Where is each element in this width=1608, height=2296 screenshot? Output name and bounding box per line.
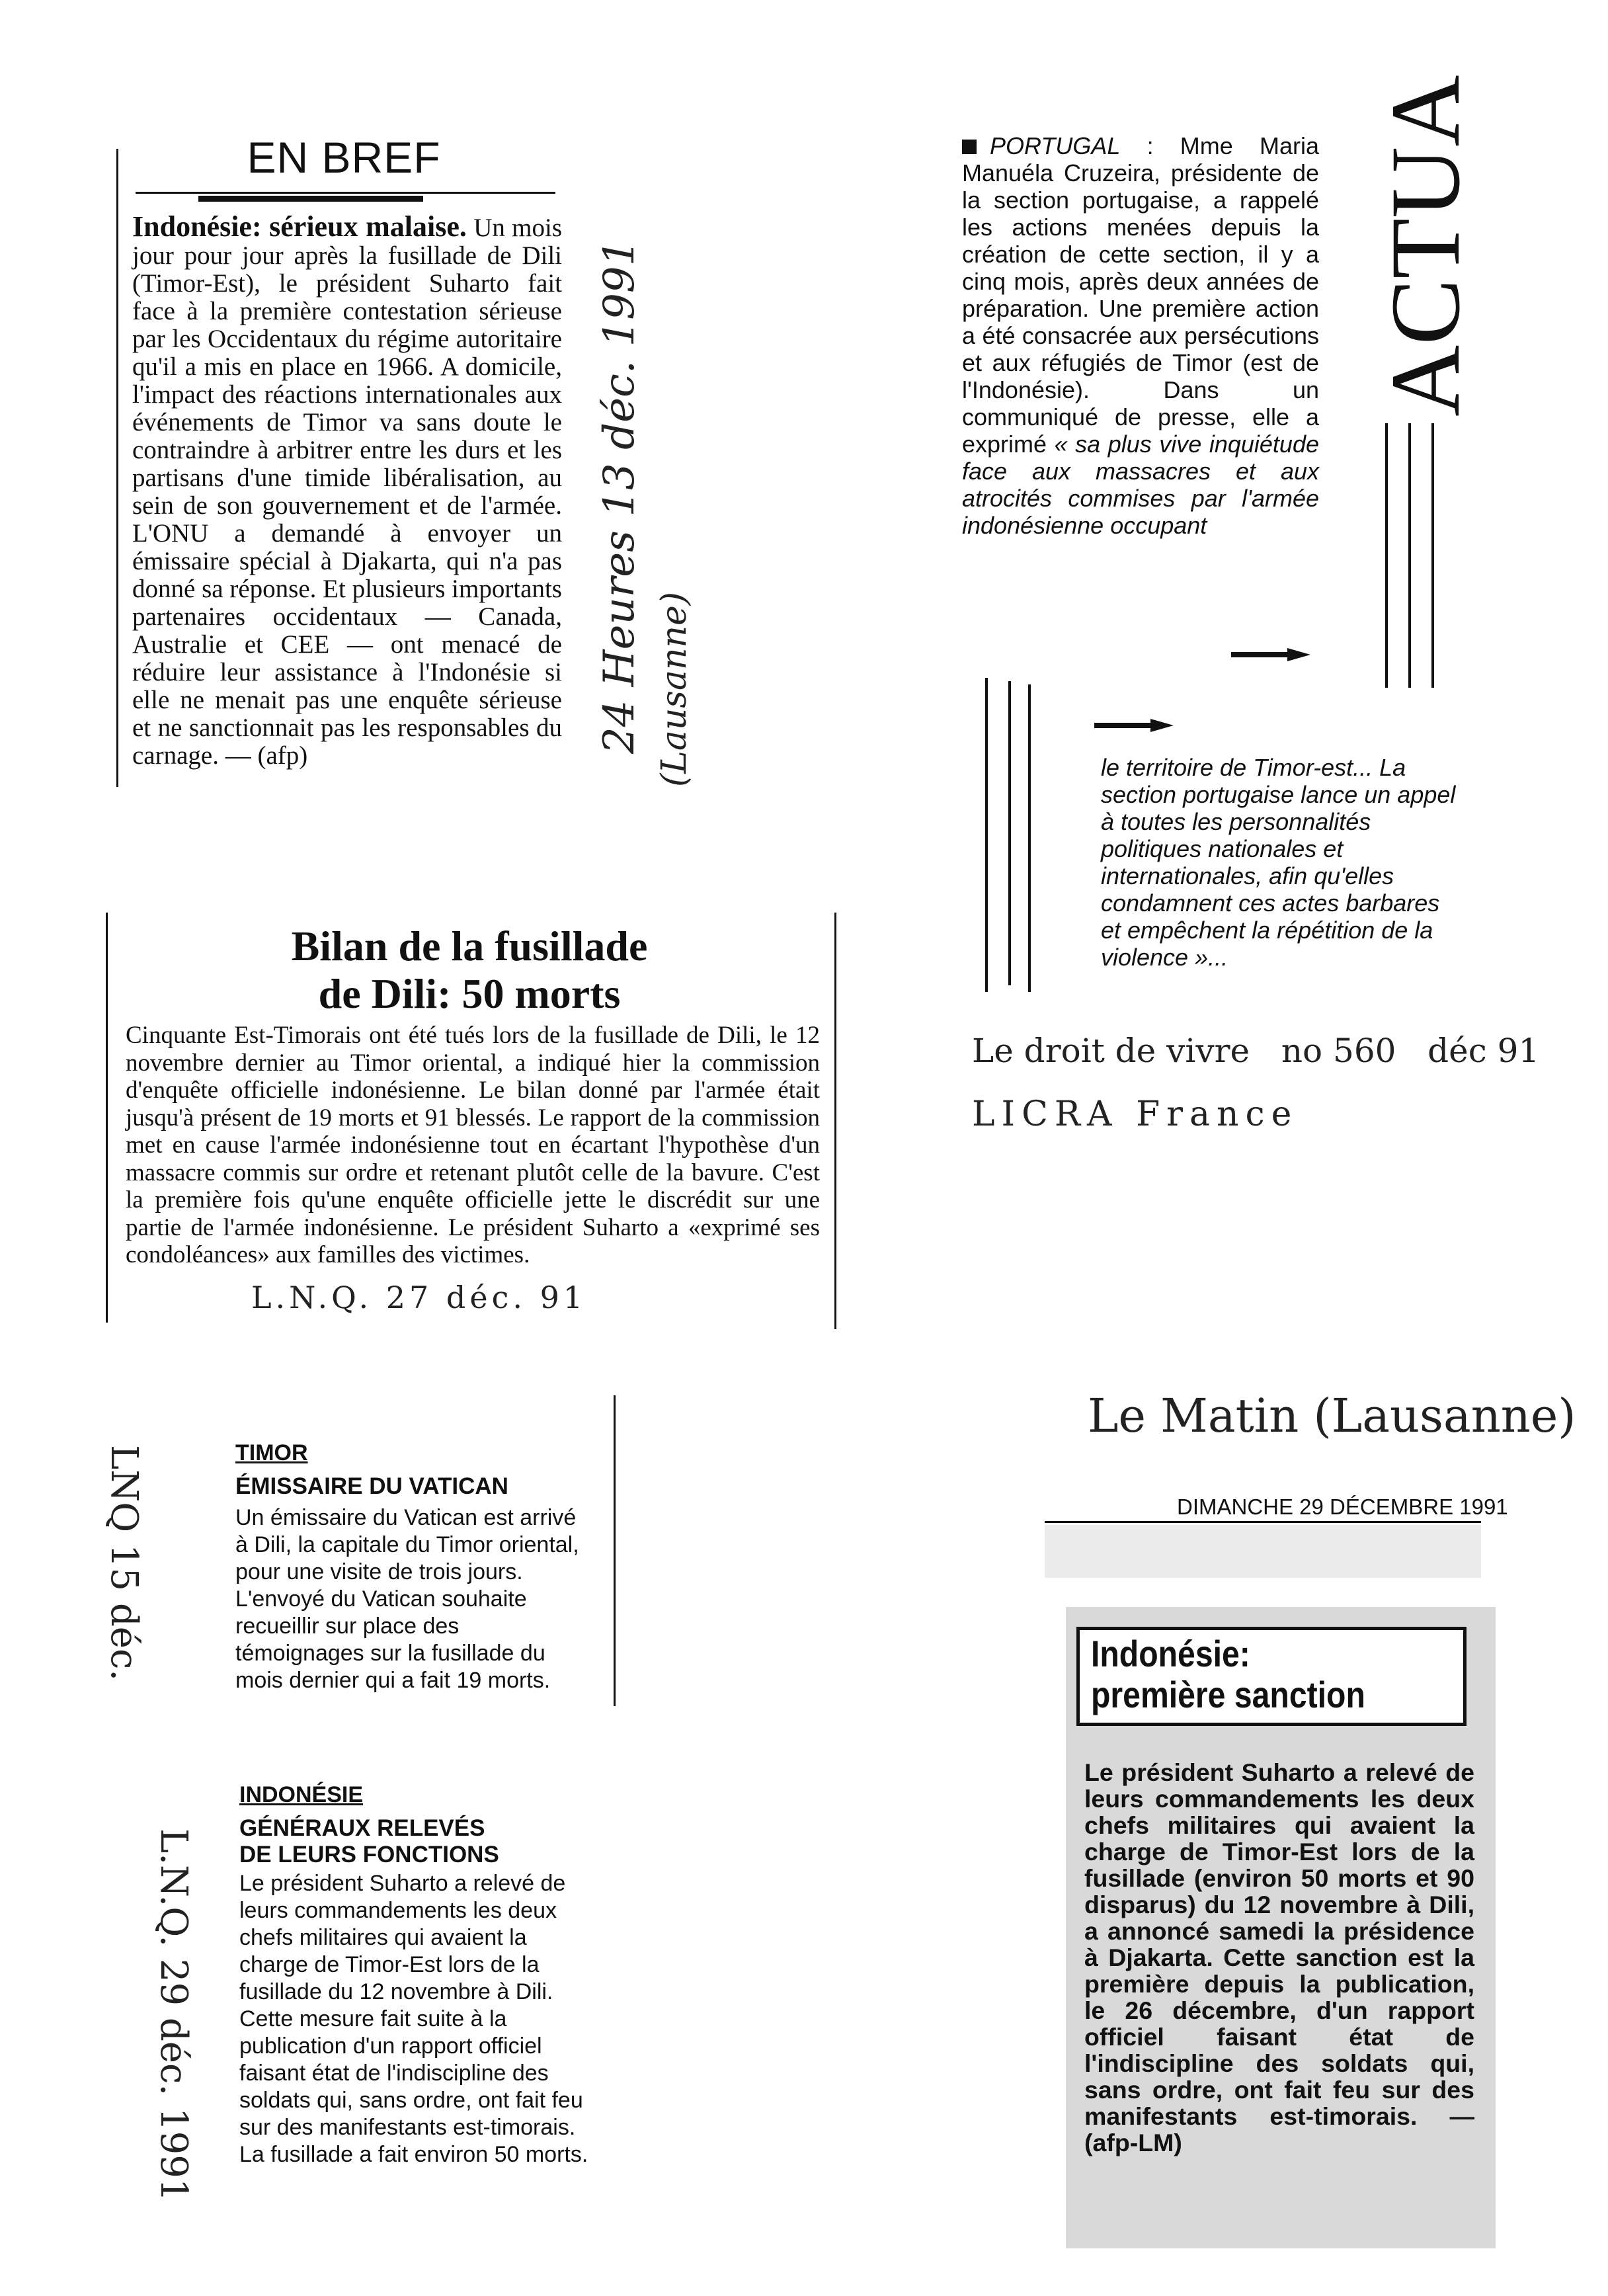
indonesie-subhead — [239, 1815, 610, 1868]
portugal-rule-3 — [1028, 684, 1031, 992]
indonesie-handwritten-source: L.N.Q. 29 déc. 1991 — [152, 1828, 195, 2202]
portugal-handwritten-source: Le droit de vivre no 560 déc 91 — [972, 1032, 1540, 1070]
bilan-body-text: Cinquante Est-Timorais ont été tués lors de la fusillade de Dili, le 12 novembre dernier au Timor oriental, a indiqué hier la commission d'enquête officielle indonésienne. Le bilan donné par l'armée était jusqu'à présent de 19 morts et 91 blessés. Le rapport de la commission met en cause l'armée indonésienne tout en écartant l'hypothèse d'un massacre commis sur ordre et retenant plutôt celle de la bavure. C'est la première fois qu'une enquête officielle jette le discrédit sur une partie de l'armée indonésienne. Le président Suharto a «exprimé ses condoléances» aux familles des victimes. — [126, 1022, 820, 1268]
timor-handwritten-source: LNQ 15 déc. — [102, 1445, 145, 1682]
portugal-label: PORTUGAL — [990, 132, 1121, 159]
indonesie-body-text: Le président Suharto a relevé de leurs commandements les deux chefs militaires qui avaient la charge de Timor-Est lors de la fusillade du 12 novembre à Dili. Cette mesure fait suite à la publication d'un rapport officiel faisant état de l'indiscipline des soldats qui, sans ordre, ont fait feu sur des manifestants est-timorais. La fusillade a fait environ 50 morts. — [239, 1871, 588, 2167]
matin-title-line-2: première sanction — [1091, 1674, 1365, 1715]
portugal-body-text: : Mme Maria Manuéla Cruzeira, présidente de la section portugaise, a rappelé les actions menées depuis la création de cette section, il y a cinq mois, après deux années de préparation. Une première action a été consacrée aux persécutions et aux réfugiés de Timor (est de l'Indonésie). Dans un communiqué de presse, elle a exprimé — [962, 132, 1319, 458]
indonesie-subhead-line-2: DE LEURS FONCTIONS — [239, 1842, 499, 1867]
enbref-title-rule-thick — [198, 196, 423, 202]
matin-handwritten-source: Le Matin (Lausanne) — [1088, 1389, 1576, 1443]
portugal-rule-2 — [1008, 681, 1011, 985]
matin-body-text: Le président Suharto a relevé de leurs commandements les deux chefs militaires qui avaient la charge de Timor-Est lors de la fusillade (environ 50 morts et 90 disparus) du 12 novembre à Dili, a annoncé samedi la présidence à Djakarta. Cette sanction est la première depuis la publication, le 26 décembre, d'un rapport officiel faisant état de l'indiscipline des soldats qui, sans ordre, ont fait feu sur des manifestants est-timorais. — (afp-LM) — [1084, 1758, 1474, 2156]
portugal-handwritten-org: LICRA France — [972, 1094, 1299, 1134]
timor-subhead: ÉMISSAIRE DU VATICAN — [235, 1473, 508, 1499]
actua-rule-2 — [1408, 423, 1411, 688]
bilan-handwritten-source: L.N.Q. 27 déc. 91 — [251, 1280, 587, 1315]
bilan-title-line-2: de Dili: 50 morts — [318, 970, 621, 1017]
portugal-quote-part-2: le territoire de Timor-est... La section portugaise lance un appel à toutes les personnalités politiques nationales et internationales, afin qu'elles condamnent ces actes barbares et empêchent la répétition de la violence »... — [1101, 754, 1456, 971]
enbref-handwritten-place: (Lausanne) — [655, 591, 694, 787]
enbref-article — [132, 210, 563, 770]
enbref-headline: Indonésie: sérieux malaise. — [132, 210, 467, 243]
matin-dateline: DIMANCHE 29 DÉCEMBRE 1991 — [1177, 1495, 1508, 1519]
enbref-handwritten-source: 24 Heures 13 déc. 1991 — [595, 239, 644, 754]
matin-dateline-rule — [1045, 1521, 1481, 1523]
indonesie-subhead-line-1: GÉNÉRAUX RELEVÉS — [239, 1815, 485, 1841]
matin-halftone-band — [1045, 1525, 1481, 1578]
timor-kicker: TIMOR — [235, 1440, 308, 1465]
enbref-left-rule — [116, 149, 118, 787]
continue-arrow-icon — [1231, 647, 1310, 663]
portugal-quote-part-1: « sa plus vive inquiétude face aux massacres et aux atrocités commises par l'armée indonésienne occupant — [962, 430, 1319, 539]
indonesie-kicker: INDONÉSIE — [239, 1782, 364, 1807]
timor-right-rule — [614, 1395, 616, 1706]
bilan-title-line-1: Bilan de la fusillade — [291, 922, 648, 969]
timor-body-text: Un émissaire du Vatican est arrivé à Dili, la capitale du Timor oriental, pour une visite de trois jours. L'envoyé du Vatican souhaite recueillir sur place des témoignages sur la fusillade du mois dernier qui a fait 19 morts. — [235, 1505, 579, 1693]
enbref-title-rule — [136, 192, 555, 194]
matin-title-line-1: Indonésie: — [1091, 1633, 1250, 1674]
enbref-body-text: Un mois jour pour jour après la fusillade de Dili (Timor-Est), le président Suharto fait face à la première contestation sérieuse par les Occidentaux du régime autoritaire qu'il a mis en place en 1966. A domicile, l'impact des réactions internationales aux événements de Timor va sans doute le contraindre à arbitrer entre les durs et les partisans d'une timide libéralisation, au sein de son gouvernement et de l'armée. L'ONU a demandé à envoyer un émissaire spécial à Djakarta, qui n'a pas donné sa réponse. Et plusieurs importants partenaires occidentaux — Canada, Australie et CEE — ont menacé de réduire leur assistance à l'Indonésie si elle ne menait pas une enquête sérieuse et ne sanctionnait pas les responsables du carnage. — (afp) — [132, 214, 563, 770]
portugal-square-bullet — [962, 140, 977, 154]
portugal-article — [962, 132, 1319, 539]
bilan-right-rule — [834, 913, 836, 1329]
actua-rule-3 — [1431, 423, 1434, 688]
matin-headline — [1091, 1633, 1410, 1715]
actua-rule-1 — [1385, 423, 1388, 688]
portugal-rule-1 — [985, 678, 988, 992]
actua-rubric: ACTUA — [1371, 75, 1480, 417]
enbref-title: EN BREF — [247, 133, 441, 182]
portugal-arrow-1 — [1231, 647, 1310, 666]
continue-arrow-icon — [1094, 718, 1174, 733]
portugal-arrow-2 — [1094, 718, 1174, 737]
bilan-headline — [106, 922, 833, 1018]
